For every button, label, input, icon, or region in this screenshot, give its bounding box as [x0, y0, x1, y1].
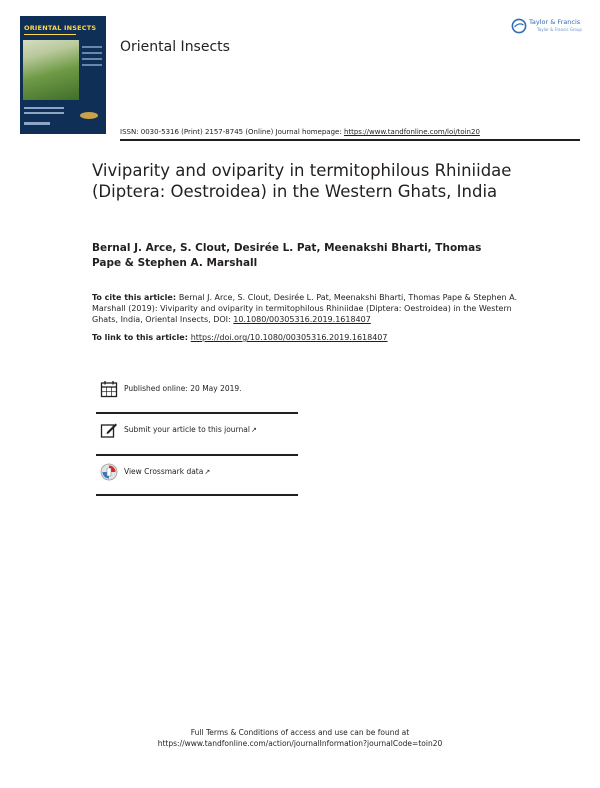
- publisher-logo-icon: [511, 18, 527, 34]
- publisher-logo-text: Taylor & Francis: [529, 18, 581, 26]
- footer-terms-text: Full Terms & Conditions of access and use can be found at: [190, 728, 410, 737]
- publisher-logo[interactable]: [511, 16, 583, 36]
- citation-text: Bernal J. Arce, S. Clout, Desirée L. Pat, Meenakshi Bharti, Thomas Pape & Stephen A. Marshall (2019): Viviparity and oviparity in termitophilous Rhiniidae (Diptera: Oestroidea) in the Western Ghats, India, Oriental Insects, DOI:: [92, 293, 518, 324]
- journal-name: Oriental Insects: [120, 39, 230, 55]
- submit-article-row[interactable]: [96, 421, 296, 441]
- cover-insect-icon: [80, 112, 98, 119]
- citation-label: To cite this article:: [92, 293, 179, 302]
- divider: [96, 494, 298, 496]
- cover-title: ORIENTAL INSECTS: [24, 24, 97, 32]
- article-authors: Bernal J. Arce, S. Clout, Desirée L. Pat, Meenakshi Bharti, Thomas Pape & Stephen A. Marshall: [92, 242, 482, 269]
- crossmark-row[interactable]: [96, 463, 296, 483]
- publisher-logo-subtext: Taylor & Francis Group: [537, 27, 582, 32]
- divider: [96, 454, 298, 456]
- issn-text: ISSN: 0030-5316 (Print) 2157-8745 (Online) Journal homepage:: [120, 128, 344, 136]
- issn-line: [120, 128, 480, 136]
- calendar-icon: [100, 380, 118, 398]
- footer-terms-link[interactable]: https://www.tandfonline.com/action/journalInformation?journalCode=toin20: [157, 739, 443, 748]
- journal-cover-image: [20, 16, 106, 134]
- article-link-label: To link to this article:: [92, 333, 191, 342]
- cover-rule: [24, 34, 76, 35]
- published-online-text: Published online: 20 May 2019.: [124, 384, 242, 393]
- article-doi-link[interactable]: https://doi.org/10.1080/00305316.2019.1618407: [190, 333, 388, 342]
- submit-article-text: Submit your article to this journal: [124, 425, 250, 434]
- article-link-block: [92, 333, 388, 342]
- external-link-icon: ↗: [250, 426, 257, 434]
- cover-editor-text: [24, 104, 64, 117]
- edit-icon: [100, 421, 118, 439]
- journal-homepage-link[interactable]: https://www.tandfonline.com/loi/toin20: [343, 128, 480, 136]
- submit-article-link[interactable]: [124, 425, 257, 434]
- cover-side-text: [82, 42, 102, 78]
- citation-doi-link[interactable]: 10.1080/00305316.2019.1618407: [233, 315, 371, 324]
- footer: [100, 727, 500, 749]
- divider: [96, 412, 298, 414]
- citation-block: [92, 292, 532, 325]
- external-link-icon: ↗: [204, 468, 211, 476]
- cover-landscape-photo: [23, 40, 79, 100]
- crossmark-icon: [100, 463, 118, 481]
- published-online-row: [96, 380, 296, 400]
- header-rule: [120, 139, 580, 141]
- crossmark-link[interactable]: [124, 467, 210, 476]
- crossmark-text: View Crossmark data: [124, 467, 204, 476]
- article-title: Viviparity and oviparity in termitophilous Rhiniidae (Diptera: Oestroidea) in the Western Ghats, India: [92, 161, 512, 201]
- cover-publisher-mark: [24, 122, 50, 125]
